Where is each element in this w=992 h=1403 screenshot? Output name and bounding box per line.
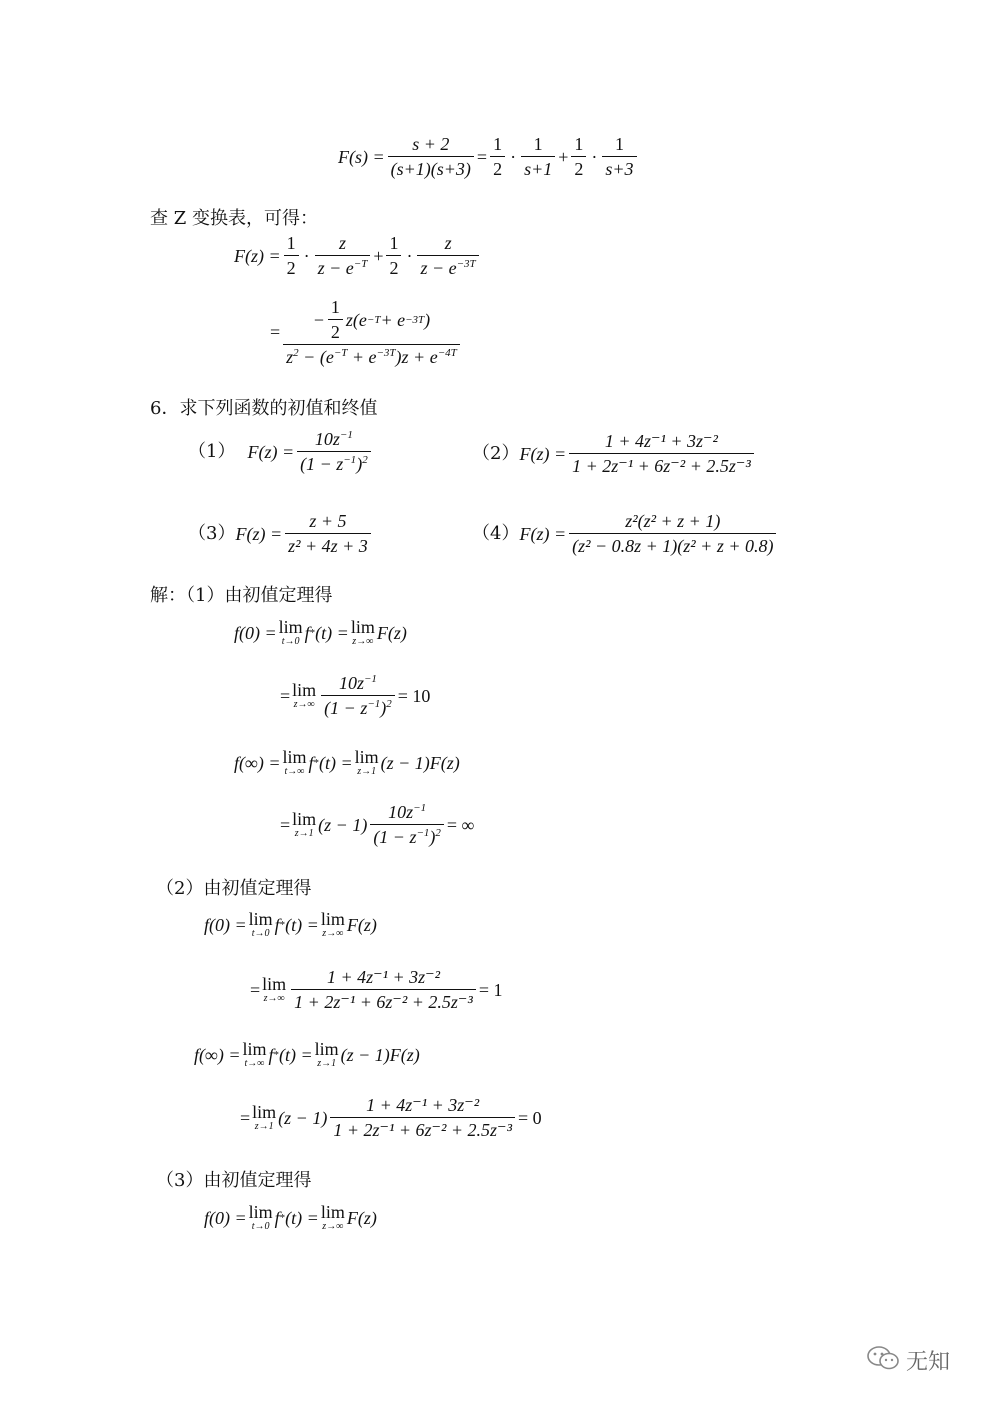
final-value-def-1: f(∞) = lim t→∞ f * (t) = lim z→1 (z − 1)F(z) — [234, 747, 460, 777]
final-value-def-2: f(∞) = lim t→∞ f * (t) = lim z→1 (z − 1)F(z) — [194, 1039, 420, 1069]
problem-3: （3） F(z) = $\frac{z + 5}{\text{z² + 4z + 3}}$ — [188, 512, 374, 555]
final-value-result-1: = lim z→1 (z − 1) $\frac{10z^{-1}}{(1 - z^{-1})^2}$ = ∞ — [280, 802, 475, 847]
initial-value-result-1: = lim z→∞ $\frac{10z^{-1}}{(1 - z^{-1})^2}$ = 10 — [280, 673, 431, 718]
section-heading: 6．求下列函数的初值和终值 — [150, 398, 378, 419]
z-transform-equation: F(z) = $\frac{1}{2}$ · $\frac{z}{z - e^{-T}}$ + $\frac{1}{2}$ · $\frac{z}{z - e^{-3T}}$ — [234, 234, 482, 277]
problem-4: （4） F(z) = $\frac{\text{z²(z² + z + 1)}}{\text{(z² − 0.8z + 1)(z² + z + 0.8)}}$ — [472, 512, 779, 555]
solution-heading-1: 解：（1）由初值定理得 — [150, 585, 333, 606]
initial-value-def-3: f(0) = lim t→0 f * (t) = lim z→∞ F(z) — [204, 1202, 377, 1232]
solution-heading-2: （2）由初值定理得 — [156, 878, 312, 899]
final-value-result-2: = lim z→1 (z − 1) $\frac{\text{1 + 4z⁻¹ + 3z⁻²}}{\text{1 + 2z⁻¹ + 6z⁻² + 2.5z⁻³}}$ = 0 — [240, 1095, 542, 1140]
z-transform-combined: = − $\frac{1}{2}$ z(e −T + e −3T ) $z^2 - (e^{-T} + e^{-3T})z + e^{-4T}$ — [270, 298, 463, 366]
watermark — [866, 1344, 950, 1377]
initial-value-def-2: f(0) = lim t→0 f * (t) = lim z→∞ F(z) — [204, 909, 377, 939]
lookup-text: 查 Z 变换表，可得： — [150, 208, 318, 229]
wechat-icon — [866, 1344, 900, 1377]
transfer-function-equation: F(s) = $\frac{s + 2}{(s+1)(s+3)}$ = $\frac{1}{2}$ · $\frac{1}{s+1}$ + $\frac{1}{2}$ · $\frac{1}{s+3}$ — [338, 135, 640, 178]
initial-value-result-2: = lim z→∞ $\frac{\text{1 + 4z⁻¹ + 3z⁻²}}{\text{1 + 2z⁻¹ + 6z⁻² + 2.5z⁻³}}$ = 1 — [250, 967, 503, 1012]
watermark-text: 无知 — [906, 1350, 951, 1375]
initial-value-def-1: f(0) = lim t→0 f * (t) = lim z→∞ F(z) — [234, 617, 407, 647]
solution-heading-3: （3）由初值定理得 — [156, 1170, 312, 1191]
problem-2: （2） F(z) = $\frac{\text{1 + 4z⁻¹ + 3z⁻²}}{\text{1 + 2z⁻¹ + 6z⁻² + 2.5z⁻³}}$ — [472, 432, 757, 475]
problem-1: （1） F(z) = $\frac{10z^{-1}}{(1 - z^{-1})^2}$ — [188, 430, 374, 473]
fraction: $\frac{s + 2}{(s+1)(s+3)}$ — [388, 135, 474, 178]
